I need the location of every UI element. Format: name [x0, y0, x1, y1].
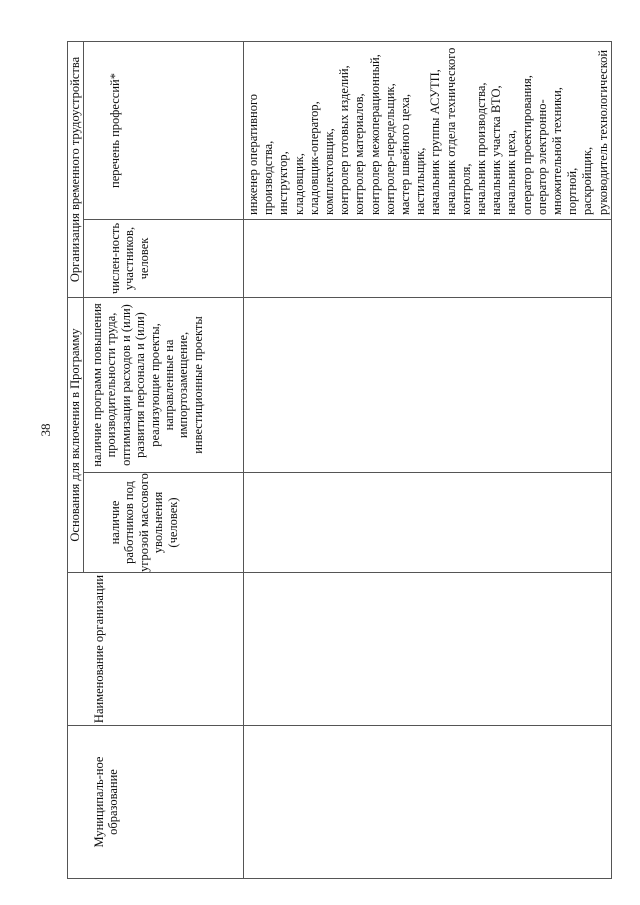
profession-item: кладовщик-оператор, — [306, 101, 321, 215]
header-professions — [84, 42, 244, 220]
header-professions-label: перечень профессий* — [108, 73, 122, 188]
cell-municipality — [244, 726, 612, 879]
profession-item: контроля, — [458, 163, 473, 215]
profession-item: контролер межоперационный, — [367, 54, 382, 215]
profession-item: комплектовщик, — [322, 128, 337, 215]
profession-item: контролер готовых изделий, — [337, 65, 352, 215]
cell-organization — [244, 573, 612, 726]
profession-item: оператор электронно- — [534, 99, 549, 215]
profession-item: множительной техники, — [550, 87, 565, 215]
header-basis-group — [68, 298, 84, 573]
profession-item: настильщик, — [413, 147, 428, 215]
profession-item: начальник группы АСУТП, — [428, 69, 443, 215]
header-programs-label: наличие программ повышения производительности труда, оптимизации расходов и (или) развития персонала и (или) реализующие проекты, направленные на импортозамещение, инвестиционные проекты — [90, 303, 205, 467]
cell-participants — [244, 220, 612, 298]
header-basis-group-label: Основания для включения в Программу — [68, 328, 83, 542]
profession-item: портной, — [565, 167, 580, 215]
profession-item: начальник участка ВТО, — [489, 85, 504, 215]
cell-mass-dismissal — [244, 473, 612, 573]
profession-item: инженер оперативного — [246, 93, 260, 215]
page-number: 38 — [38, 423, 53, 437]
profession-item: раскройщик, — [580, 146, 595, 215]
profession-item: начальник производства, — [474, 82, 489, 215]
profession-item: начальник цеха, — [504, 129, 519, 215]
header-mass-dismissal — [84, 473, 244, 573]
header-programs — [84, 298, 244, 473]
profession-item: оператор проектирования, — [519, 75, 534, 215]
profession-item: контролер-передельщик, — [382, 83, 397, 215]
header-participants-label: числен-ность участников, человек — [108, 222, 151, 295]
profession-item: контролер материалов, — [352, 93, 367, 215]
header-municipality-label: Муниципаль-ное образование — [92, 756, 121, 848]
profession-item: кладовщик, — [291, 153, 306, 215]
header-temp-employment-group-label: Организация временного трудоустройства — [68, 56, 83, 283]
header-mass-dismissal-label: наличие работников под угрозой массового увольнения (человек) — [108, 473, 180, 572]
header-organization-label: Наименование организации — [92, 574, 106, 724]
profession-item: инструктор, — [276, 151, 291, 215]
profession-item: мастер швейного цеха, — [398, 94, 413, 215]
profession-item: руководитель технологической — [595, 49, 610, 215]
profession-item: начальник отдела технического — [443, 47, 458, 215]
cell-programs — [244, 298, 612, 473]
header-municipality — [68, 726, 244, 879]
profession-item: производства, — [261, 140, 276, 215]
program-table — [67, 41, 612, 879]
header-participants — [84, 220, 244, 298]
header-organization — [68, 573, 244, 726]
cell-professions — [244, 42, 612, 220]
header-temp-employment-group — [68, 42, 84, 298]
